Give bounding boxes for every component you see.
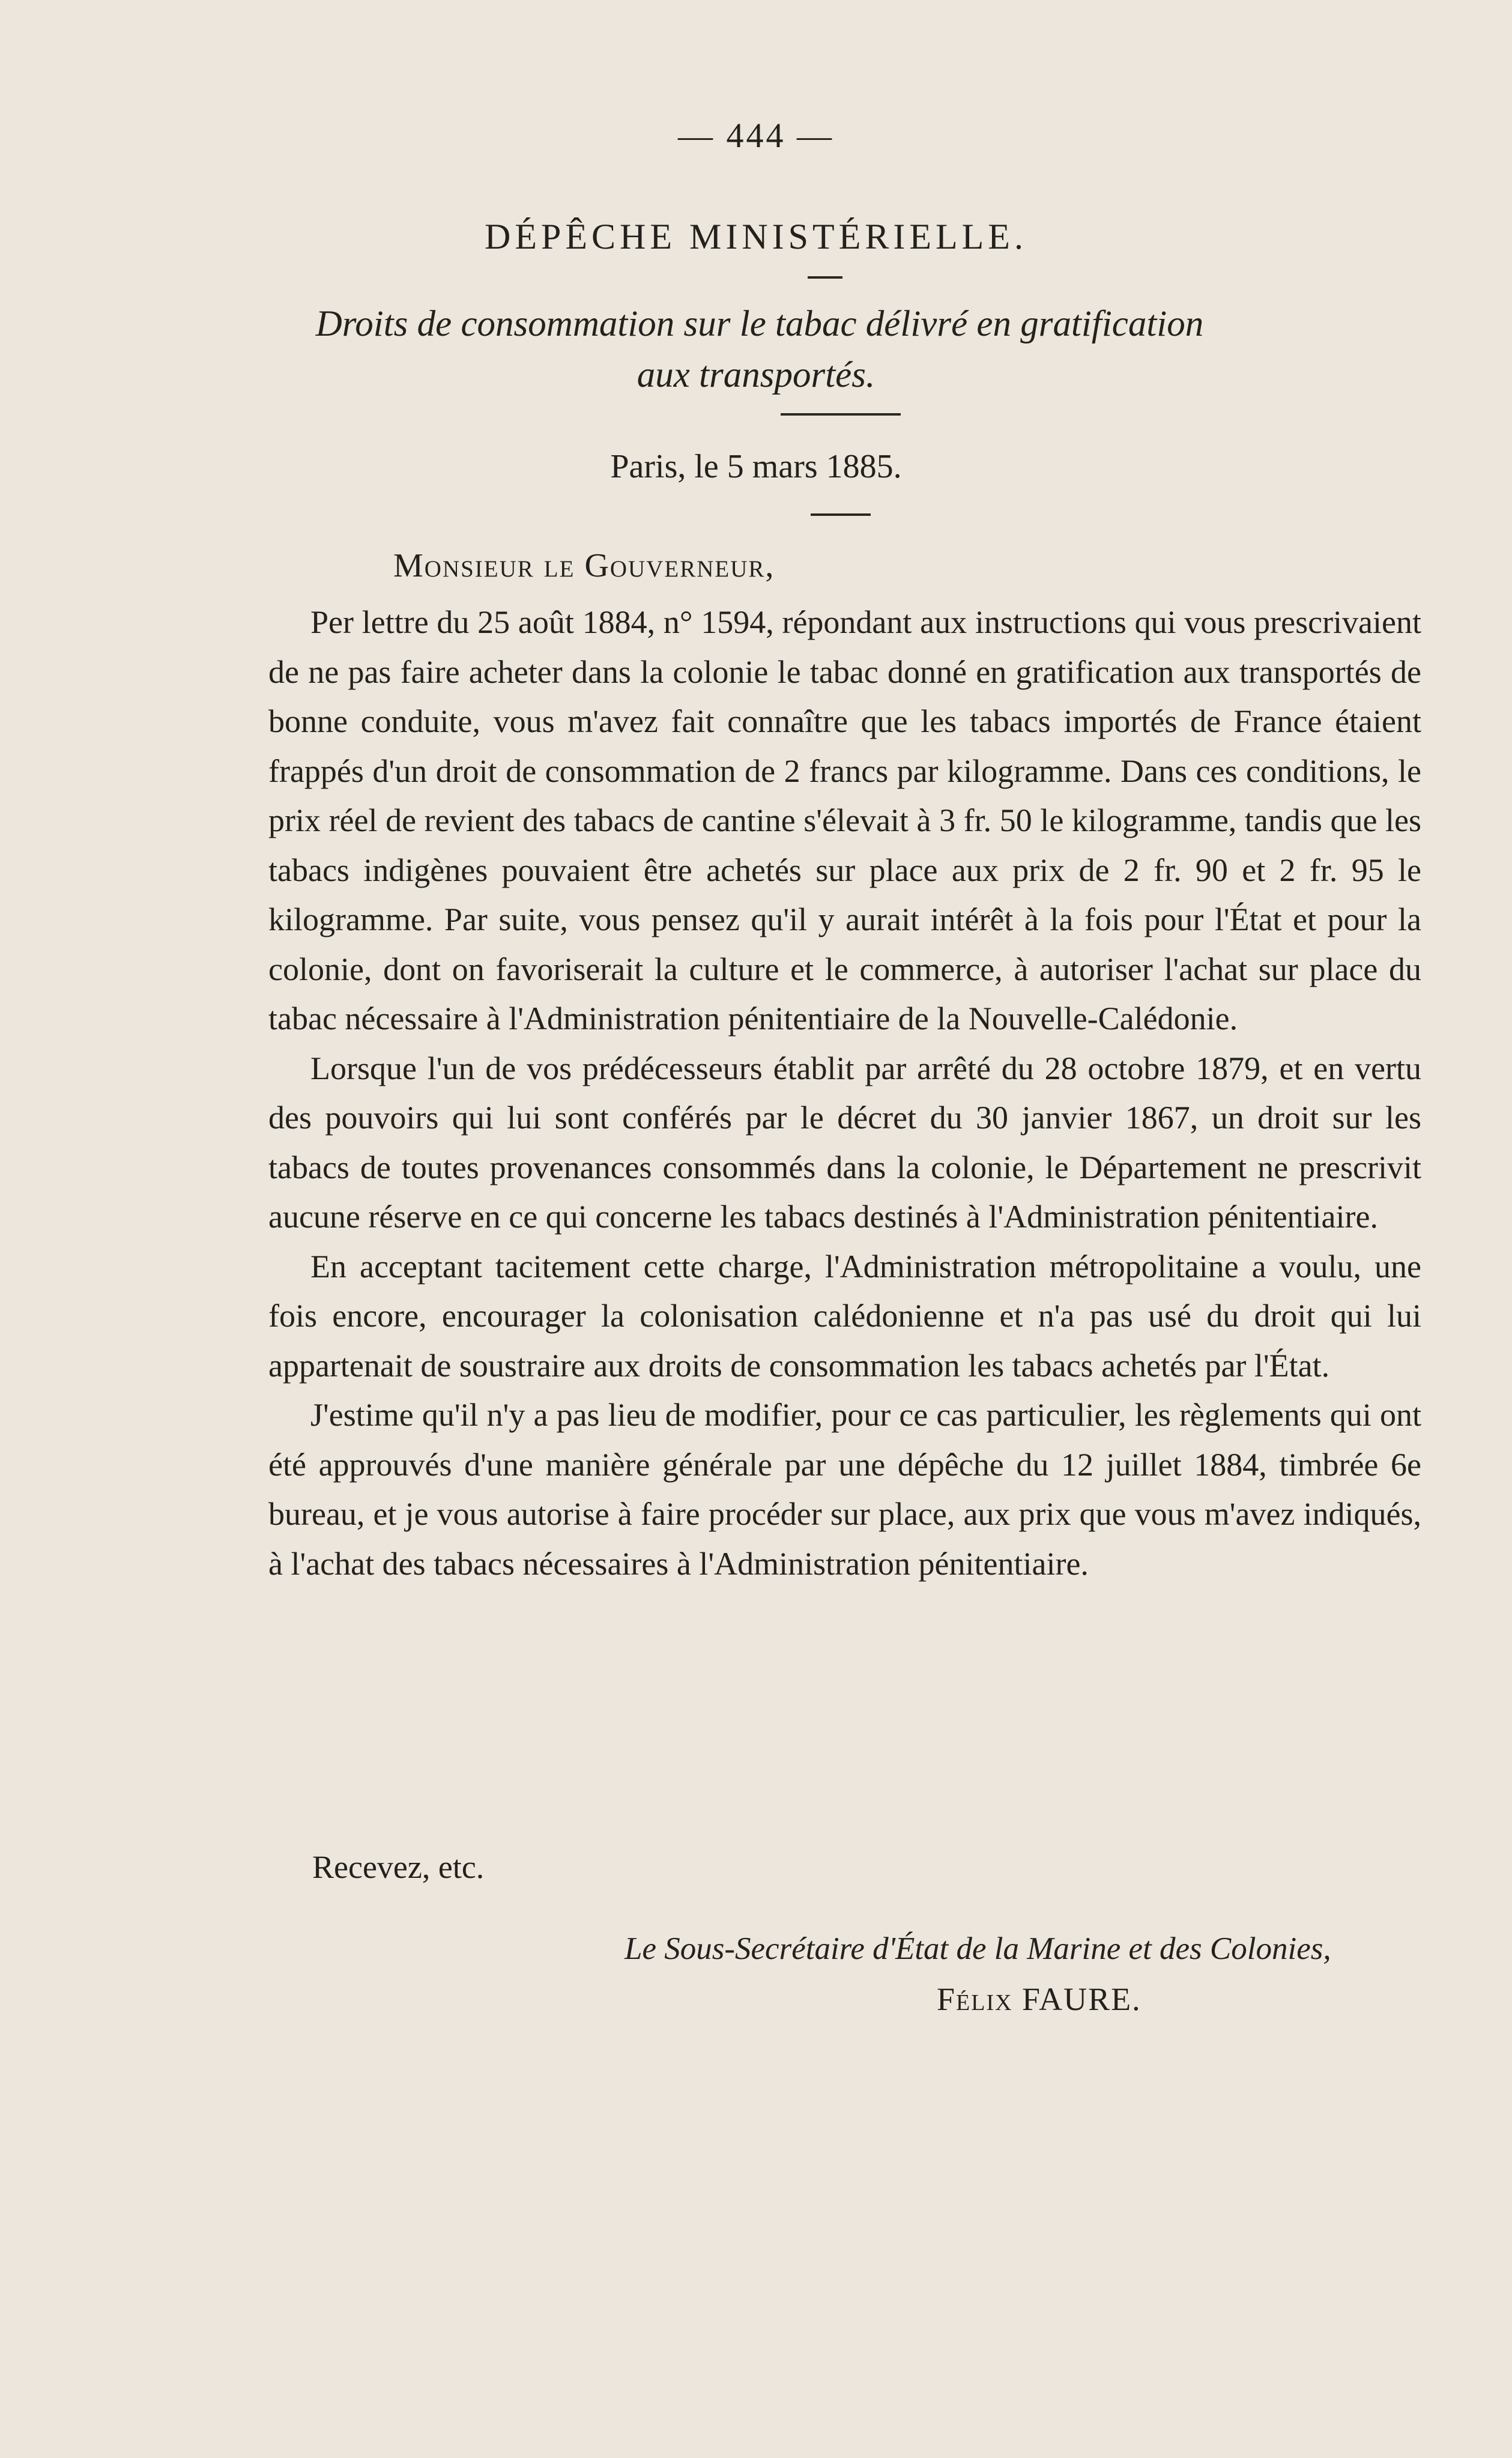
salutation: Monsieur le Gouverneur,	[393, 547, 775, 584]
paragraph-2: Lorsque l'un de vos prédécesseurs établit par arrêté du 28 octobre 1879, et en vertu des pouvoirs qui lui sont conférés par le décret du 30 janvier 1867, un droit sur les tabacs de toutes provenances consommés dans la colonie, le Département ne prescrivit aucune réserve en ce qui concerne les tabacs destinés à l'Administration pénitentiaire.	[268, 1050, 1421, 1235]
document-title: DÉPÊCHE MINISTÉRIELLE.	[485, 217, 1027, 256]
paragraph-4: J'estime qu'il n'y a pas lieu de modifier, pour ce cas particulier, les règlements qui ont été approuvés d'une manière générale par une dépêche du 12 juillet 1884, timbrée 6e bureau, et je vous autorise à faire procéder sur place, aux prix que vous m'avez indiqués, à l'achat des tabacs nécessaires à l'Administration pénitentiaire.	[268, 1397, 1421, 1582]
signature-name: Félix FAURE.	[937, 1981, 1142, 2017]
paragraph-3: En acceptant tacitement cette charge, l'Administration métropolitaine a voulu, une fois encore, encourager la colonisation calédonienne et n'a pas usé du droit qui lui appartenait de soustraire aux droits de consommation les tabacs achetés par l'État.	[268, 1248, 1421, 1384]
date-line: Paris, le 5 mars 1885.	[610, 448, 902, 485]
subtitle-line-1: Droits de consommation sur le tabac délivré en gratification	[315, 304, 1204, 344]
paragraph-1: Per lettre du 25 août 1884, n° 1594, répondant aux instructions qui vous prescrivaient de ne pas faire acheter dans la colonie le tabac donné en gratification aux transportés de bonne conduite, vous m'avez fait connaître que les tabacs importés de France étaient frappés d'un droit de consommation de 2 francs par kilogramme. Dans ces conditions, le prix réel de revient des tabacs de cantine s'élevait à 3 fr. 50 le kilogramme, tandis que les tabacs indigènes pouvaient être achetés sur place aux prix de 2 fr. 90 et 2 fr. 95 le kilogramme. Par suite, vous pensez qu'il y aurait intérêt à la fois pour l'État et pour la colonie, dont on favoriserait la culture et le commerce, à autoriser l'achat sur place du tabac nécessaire à l'Administration pénitentiaire de la Nouvelle-Calédonie.	[268, 604, 1421, 1037]
subtitle-rule	[781, 413, 901, 416]
subtitle-line-2: aux transportés.	[637, 355, 875, 395]
signature-role: Le Sous-Secrétaire d'État de la Marine et des Colonies,	[624, 1931, 1331, 1966]
date-rule	[811, 513, 871, 516]
page-number: — 444 —	[678, 116, 834, 155]
title-rule	[808, 276, 842, 279]
letter-body	[268, 598, 1421, 1588]
closing-formula: Recevez, etc.	[312, 1849, 485, 1885]
